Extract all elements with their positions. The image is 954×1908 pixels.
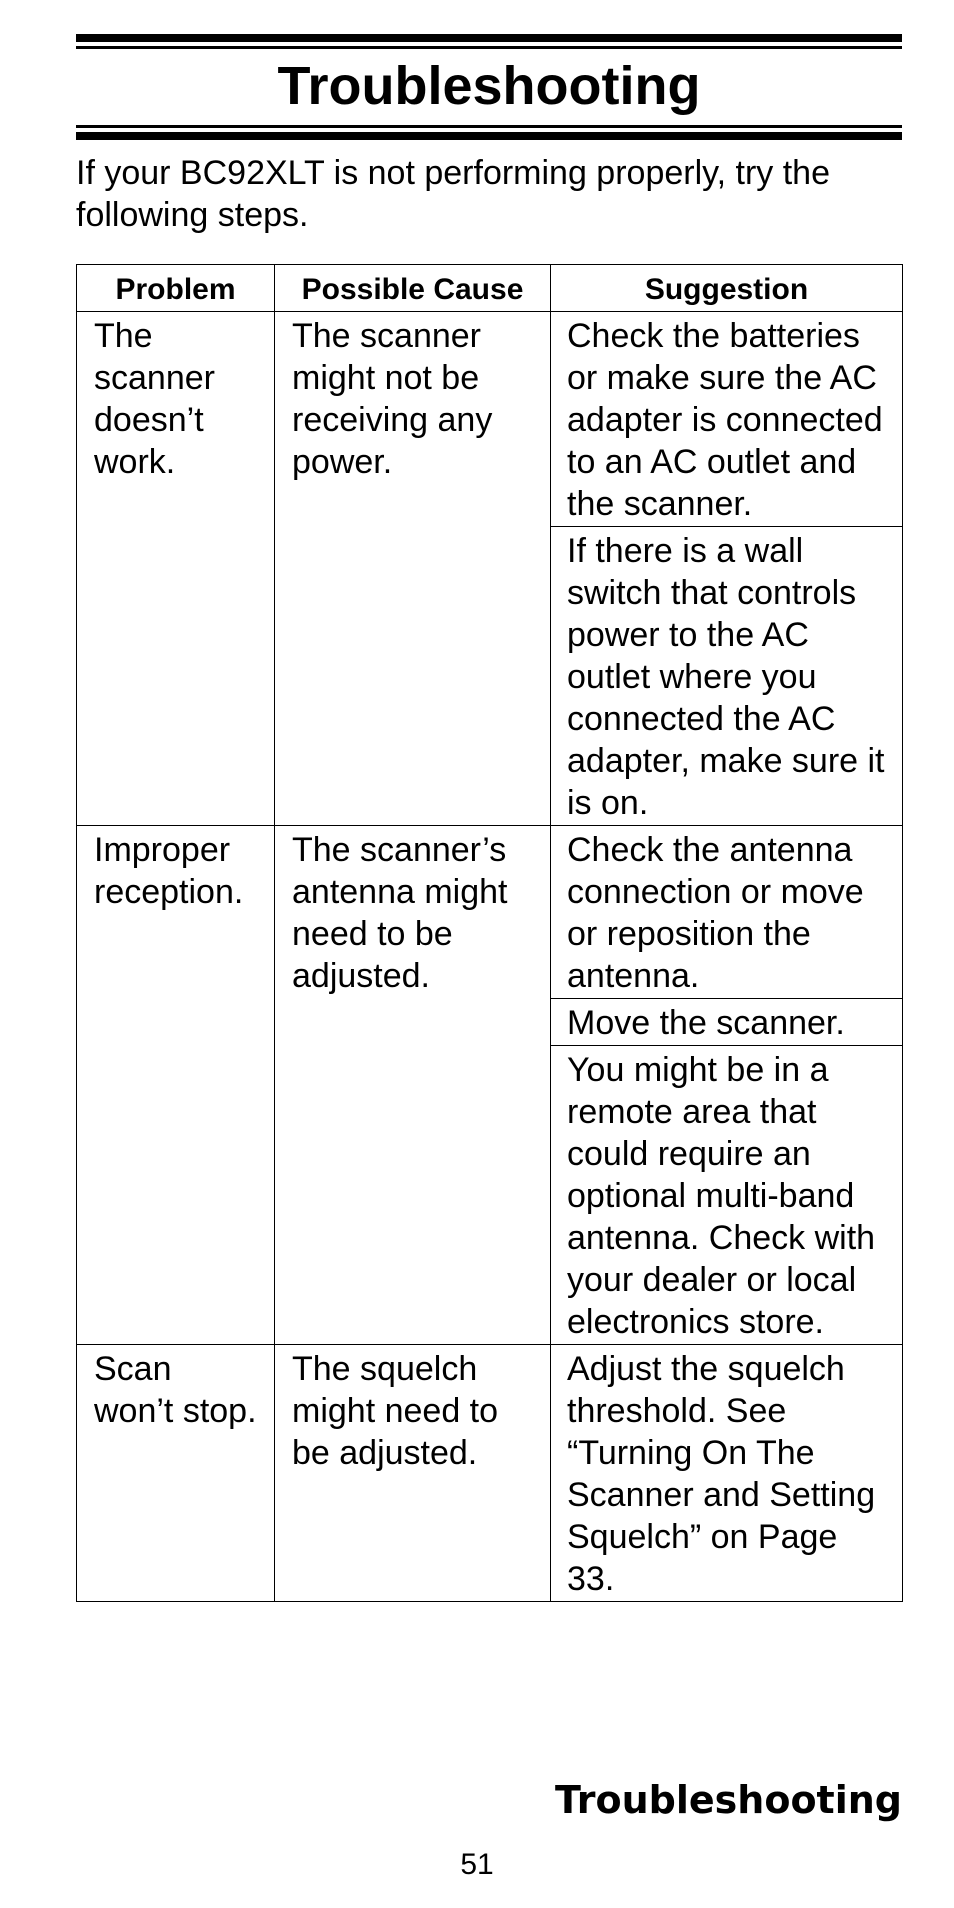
table-header-row	[77, 265, 903, 312]
problem-cell: The scanner doesn’t work.	[77, 312, 275, 826]
problem-cell: Scan won’t stop.	[77, 1345, 275, 1602]
column-header-suggestion: Suggestion	[551, 265, 903, 312]
suggestion-cell: Adjust the squelch threshold. See “Turning On The Scanner and Setting Squelch” on Page 33.	[551, 1345, 903, 1602]
suggestion-cell: Check the batteries or make sure the AC adapter is connected to an AC outlet and the scanner.	[551, 312, 903, 527]
footer-section-title: Troubleshooting	[555, 1778, 902, 1822]
cause-cell: The scanner might not be receiving any power.	[275, 312, 551, 826]
cause-cell: The scanner’s antenna might need to be adjusted.	[275, 826, 551, 1345]
page-title: Troubleshooting	[277, 56, 701, 116]
table-row	[77, 826, 903, 999]
column-header-problem: Problem	[77, 265, 275, 312]
table-row	[77, 312, 903, 527]
intro-text: If your BC92XLT is not performing properly, try the following steps.	[76, 154, 830, 234]
troubleshooting-table	[76, 264, 903, 1602]
suggestion-cell: Move the scanner.	[551, 999, 903, 1046]
suggestion-cell: You might be in a remote area that could require an optional multi-band antenna. Check with your dealer or local electronics store.	[551, 1046, 903, 1345]
table-row	[77, 1345, 903, 1602]
suggestion-cell: If there is a wall switch that controls power to the AC outlet where you connected the AC adapter, make sure it is on.	[551, 527, 903, 826]
page-number: 51	[460, 1848, 494, 1881]
bottom-rule-thick	[76, 132, 902, 140]
top-rule-thick	[76, 34, 902, 42]
column-header-cause: Possible Cause	[275, 265, 551, 312]
suggestion-cell: Check the antenna connection or move or reposition the antenna.	[551, 826, 903, 999]
cause-cell: The squelch might need to be adjusted.	[275, 1345, 551, 1602]
manual-page	[76, 34, 902, 1602]
problem-cell: Improper reception.	[77, 826, 275, 1345]
